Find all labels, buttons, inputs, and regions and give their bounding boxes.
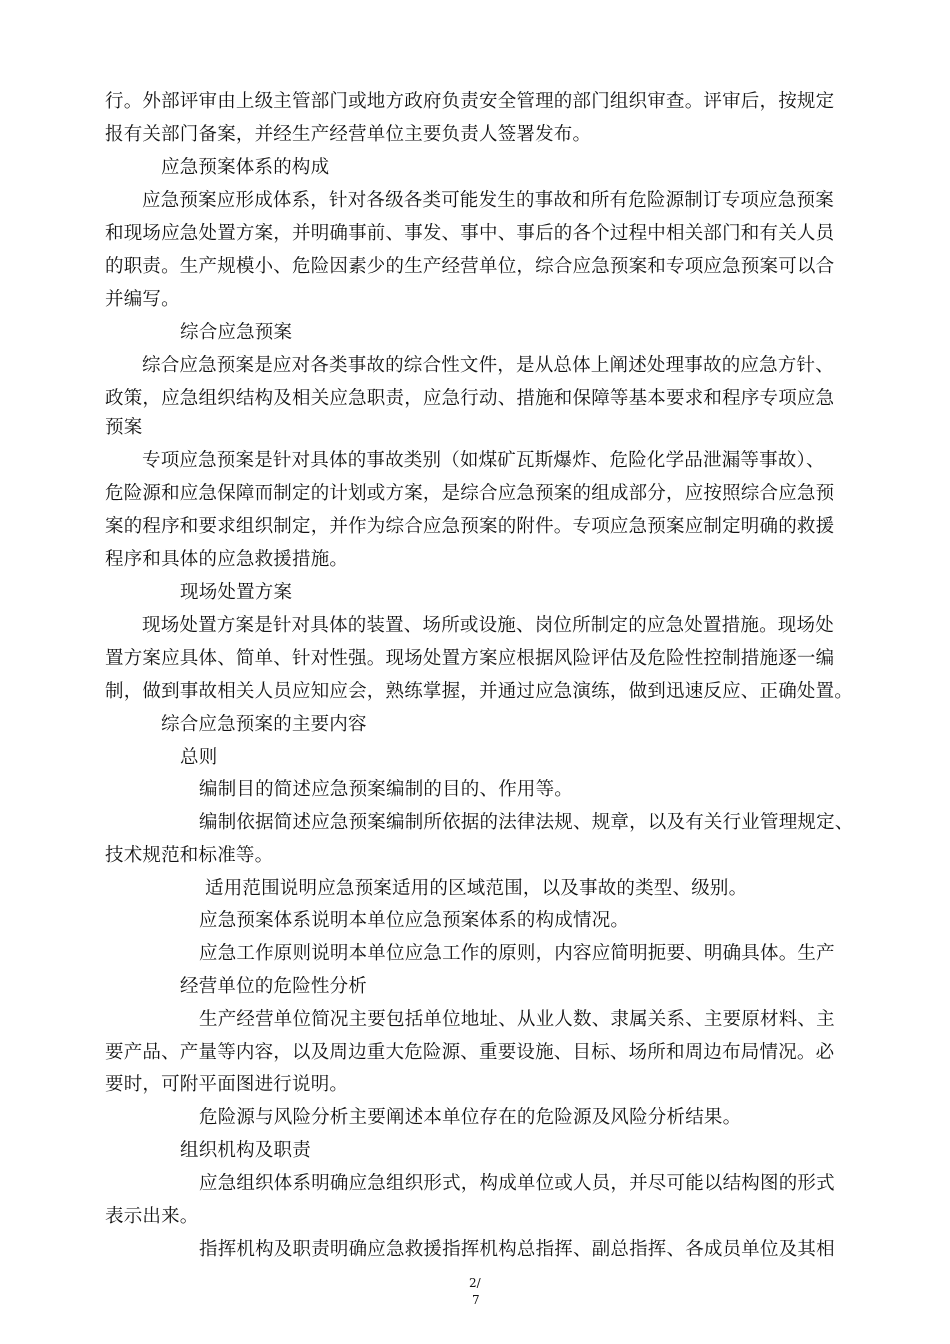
text-line: 表示出来。: [105, 1206, 199, 1227]
text-line: 技术规范和标准等。: [105, 845, 274, 866]
section-heading: 应急预案体系的构成: [161, 157, 330, 178]
text-line: 置方案应具体、简单、针对性强。现场处置方案应根据风险评估及危险性控制措施逐一编: [105, 648, 835, 669]
page-number-current: 2/: [469, 1276, 481, 1290]
text-line: 指挥机构及职责明确应急救援指挥机构总指挥、副总指挥、各成员单位及其相: [199, 1239, 835, 1260]
page-number-total: 7: [472, 1293, 480, 1307]
text-line: 专项应急预案是针对具体的事故类别（如煤矿瓦斯爆炸、危险化学品泄漏等事故）、: [142, 450, 825, 471]
text-line: 要产品、产量等内容，以及周边重大危险源、重要设施、目标、场所和周边布局情况。必: [105, 1042, 835, 1063]
section-heading: 组织机构及职责: [180, 1140, 311, 1161]
text-line: 生产经营单位简况主要包括单位地址、从业人数、隶属关系、主要原材料、主: [199, 1009, 835, 1030]
text-line: 行。外部评审由上级主管部门或地方政府负责安全管理的部门组织审查。评审后，按规定: [105, 91, 835, 112]
text-line: 的职责。生产规模小、危险因素少的生产经营单位，综合应急预案和专项应急预案可以合: [105, 256, 835, 277]
text-line: 编制依据简述应急预案编制所依据的法律法规、规章，以及有关行业管理规定、: [199, 812, 854, 833]
text-line: 程序和具体的应急救援措施。: [105, 549, 349, 570]
text-line: 应急预案应形成体系，针对各级各类可能发生的事故和所有危险源制订专项应急预案: [142, 190, 834, 211]
text-line: 危险源与风险分析主要阐述本单位存在的危险源及风险分析结果。: [199, 1107, 742, 1128]
text-line: 并编写。: [105, 289, 180, 310]
text-line: 应急组织体系明确应急组织形式，构成单位或人员，并尽可能以结构图的形式: [199, 1173, 835, 1194]
text-line: 应急预案体系说明本单位应急预案体系的构成情况。: [199, 910, 630, 931]
text-line: 应急工作原则说明本单位应急工作的原则，内容应简明扼要、明确具体。生产: [199, 943, 835, 964]
section-heading: 总则: [180, 747, 218, 768]
text-line: 要时，可附平面图进行说明。: [105, 1074, 349, 1095]
text-line: 报有关部门备案，并经生产经营单位主要负责人签署发布。: [105, 124, 592, 145]
text-line: 编制目的简述应急预案编制的目的、作用等。: [199, 779, 574, 800]
text-line: 制，做到事故相关人员应知应会，熟练掌握，并通过应急演练，做到迅速反应、正确处置。: [105, 681, 854, 702]
section-heading: 综合应急预案: [180, 322, 293, 343]
text-line: 预案: [105, 417, 143, 438]
text-line: 经营单位的危险性分析: [180, 976, 368, 997]
text-line: 综合应急预案是应对各类事故的综合性文件，是从总体上阐述处理事故的应急方针、: [142, 355, 834, 376]
text-line: 现场处置方案是针对具体的装置、场所或设施、岗位所制定的应急处置措施。现场处: [142, 615, 834, 636]
section-heading: 现场处置方案: [180, 582, 293, 603]
text-line: 危险源和应急保障而制定的计划或方案，是综合应急预案的组成部分，应按照综合应急预: [105, 483, 835, 504]
text-line: 政策，应急组织结构及相关应急职责，应急行动、措施和保障等基本要求和程序专项应急: [105, 388, 835, 409]
section-heading: 综合应急预案的主要内容: [161, 714, 367, 735]
text-line: 适用范围说明应急预案适用的区域范围，以及事故的类型、级别。: [205, 878, 748, 899]
text-line: 案的程序和要求组织制定，并作为综合应急预案的附件。专项应急预案应制定明确的救援: [105, 516, 835, 537]
text-line: 和现场应急处置方案，并明确事前、事发、事中、事后的各个过程中相关部门和有关人员: [105, 223, 835, 244]
